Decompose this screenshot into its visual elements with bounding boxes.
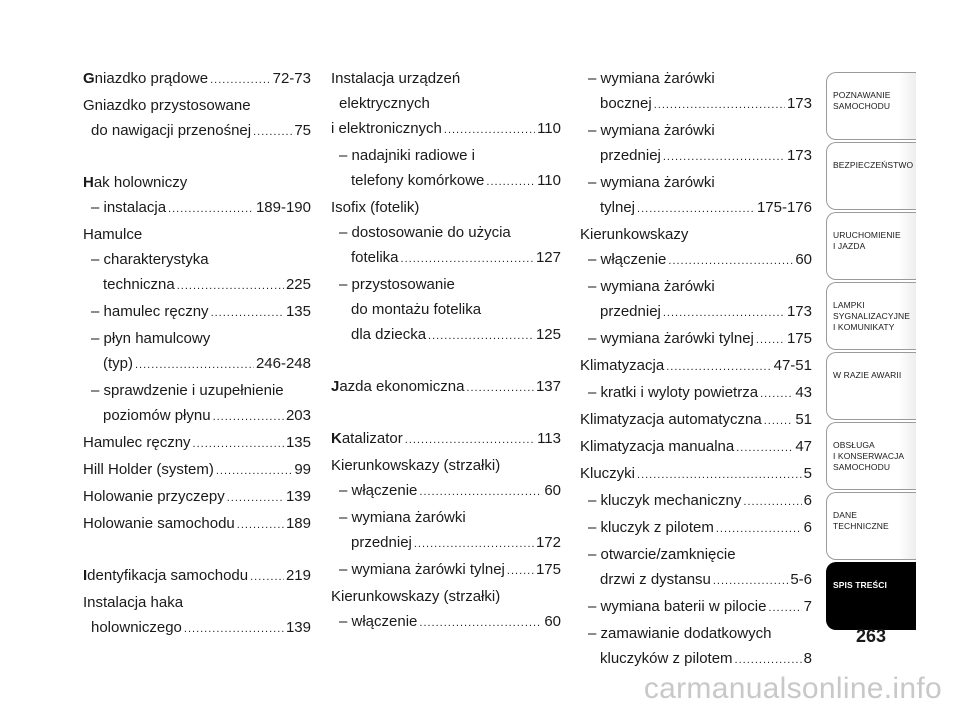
entry-label: do montażu fotelika [351,301,482,318]
dot-leader [743,490,801,515]
page-ref: 60 [795,251,812,268]
page-ref: 219 [285,567,311,584]
entry-text [331,426,403,451]
entry-text [83,511,235,536]
index-heading [83,170,311,195]
page-ref: 246-248 [255,355,311,372]
entry-initial: G [83,70,95,87]
entry-text [600,91,652,116]
index-entry [580,594,812,621]
dot-leader [135,353,254,378]
entry-text [588,174,715,191]
entry-label: bocznej [600,95,652,112]
entry-label: – włączenie [339,482,418,499]
page-ref: 189 [285,515,311,532]
index-column-3 [580,66,812,673]
dot-leader [193,432,284,457]
index-entry [83,66,311,93]
dot-leader [507,559,534,584]
index-entry [580,299,812,326]
chapter-tab-label: URUCHOMIENIE I JAZDA [833,230,901,251]
dot-leader [764,409,794,434]
chapter-tab-label: POZNAWANIE SAMOCHODU [833,90,891,111]
entry-label: – kluczyk z pilotem [588,519,714,536]
index-entry [83,563,311,590]
chapter-tab[interactable] [826,72,916,140]
entry-label: przedniej [600,147,661,164]
chapter-tab[interactable] [826,352,916,420]
index-entry [580,567,812,594]
chapter-tab-label: DANE TECHNICZNE [833,510,889,531]
entry-text [83,66,208,91]
index-entry [580,195,812,222]
index-heading [580,66,812,91]
entry-label: – nadajniki radiowe i [339,147,475,164]
index-heading [331,297,561,322]
dot-leader [253,120,292,145]
index-entry [83,195,311,222]
index-heading [331,453,561,478]
entry-label: kluczyków z pilotem [600,650,733,667]
entry-text [600,299,661,324]
entry-label: tylnej [600,199,636,216]
chapter-tab-label: SPIS TREŚCI [833,580,888,590]
entry-label: – wymiana żarówki tylnej [588,330,754,347]
dot-leader [177,274,284,299]
index-heading [331,195,561,220]
entry-text [351,245,399,270]
entry-text [83,563,248,588]
dot-leader [211,301,284,326]
entry-text [580,461,635,486]
entry-text [331,199,419,216]
entry-initial: J [331,378,340,395]
page-ref: 8 [803,650,812,667]
dot-leader [184,617,284,642]
dot-leader [654,93,785,118]
entry-label: – instalacja [91,199,167,216]
spacer [83,145,311,170]
page-ref: 139 [285,619,311,636]
index-entry [83,299,311,326]
page-ref: 60 [544,613,561,630]
page-ref: 135 [285,434,311,451]
dot-leader [414,532,534,557]
index-entry [580,353,812,380]
index-entry [580,143,812,170]
entry-text [103,272,175,297]
entry-label: – wymiana żarówki [588,122,715,139]
dot-leader [637,463,802,488]
dot-leader [736,436,793,461]
entry-text [339,557,505,582]
entry-label: ak holowniczy [93,174,188,191]
entry-label: (typ) [103,355,133,372]
entry-label: drzwi z dystansu [600,571,711,588]
watermark: carmanualsonline.info [643,672,942,705]
page-ref: 137 [535,378,561,395]
entry-label: – otwarcie/zamknięcie [588,546,736,563]
dot-leader [668,249,793,274]
entry-text [83,174,187,191]
dot-leader [756,328,785,353]
page-ref: 99 [294,461,311,478]
index-heading [83,326,311,351]
dot-leader [428,324,534,349]
page-ref: 127 [535,249,561,266]
index-heading [331,584,561,609]
chapter-tab[interactable] [826,212,916,280]
entry-label: Klimatyzacja automatyczna [580,411,762,428]
entry-text [588,122,715,139]
entry-label: Kierunkowskazy (strzałki) [331,588,501,605]
index-entry [331,322,561,349]
index-entry [580,461,812,488]
index-column-2 [331,66,561,636]
dot-leader [760,382,793,407]
entry-label: Hamulce [83,226,143,243]
entry-text [588,546,736,563]
entry-text [91,299,209,324]
entry-label: holowniczego [91,619,182,636]
index-heading [331,220,561,245]
entry-label: Kierunkowskazy [580,226,689,243]
entry-text [83,97,251,114]
page-ref: 5 [803,465,812,482]
dot-leader [663,145,785,170]
entry-text [91,382,284,399]
index-entry [331,374,561,401]
page-ref: 72-73 [272,70,311,87]
entry-label: – wymiana baterii w pilocie [588,598,767,615]
index-entry [331,426,561,453]
entry-text [339,509,466,526]
page-ref: 125 [535,326,561,343]
entry-label: Klimatyzacja [580,357,665,374]
index-heading [580,274,812,299]
entry-text [588,380,758,405]
page-ref: 47-51 [773,357,812,374]
index-heading [580,222,812,247]
entry-text [588,247,666,272]
index-entry [331,478,561,505]
entry-text [351,168,484,193]
entry-label: przedniej [600,303,661,320]
chapter-tab[interactable] [826,422,916,490]
index-entry [83,430,311,457]
page-ref: 75 [294,122,311,139]
dot-leader [716,517,802,542]
entry-text [83,457,214,482]
dot-leader [216,459,292,484]
chapter-tabs [826,72,916,632]
index-entry [580,488,812,515]
entry-text [331,588,500,605]
entry-label: Gniazdko przystosowane [83,97,251,114]
index-entry [580,434,812,461]
index-entry [83,351,311,378]
entry-label: techniczna [103,276,175,293]
entry-text [91,195,166,220]
index-entry [331,168,561,195]
entry-label: poziomów płynu [103,407,211,424]
spacer [83,538,311,563]
entry-text [83,484,225,509]
index-heading [331,91,561,116]
entry-text [600,567,711,592]
index-heading [83,378,311,403]
dot-leader [237,513,284,538]
index-heading [83,590,311,615]
entry-label: dla dziecka [351,326,427,343]
page-ref: 173 [786,95,812,112]
entry-text [91,251,209,268]
page-ref: 173 [786,303,812,320]
dot-leader [486,170,535,195]
dot-leader [666,355,771,380]
page-ref: 7 [803,598,812,615]
entry-text [103,351,133,376]
entry-label: elektrycznych [339,95,430,112]
chapter-tab[interactable] [826,282,916,350]
page-ref: 175 [535,561,561,578]
index-heading [331,143,561,168]
entry-text [588,326,754,351]
index-heading [83,247,311,272]
index-heading [331,66,561,91]
entry-text [351,530,412,555]
dot-leader [405,428,535,453]
page-ref: 43 [795,384,812,401]
entry-label: Isofix (fotelik) [331,199,420,216]
dot-leader [768,596,801,621]
entry-label: Holowanie przyczepy [83,488,225,505]
index-heading [580,542,812,567]
index-heading [83,222,311,247]
index-entry [580,247,812,274]
chapter-tab[interactable] [826,492,916,560]
chapter-tab-label: OBSŁUGA I KONSERWACJA SAMOCHODU [833,440,905,472]
entry-label: Kierunkowskazy (strzałki) [331,457,501,474]
index-heading [331,272,561,297]
entry-initial: K [331,430,342,447]
entry-label: – hamulec ręczny [91,303,209,320]
entry-label: azda ekonomiczna [339,378,465,395]
entry-label: – zamawianie dodatkowych [588,625,772,642]
entry-label: – wymiana żarówki [588,70,715,87]
entry-label: do nawigacji przenośnej [91,122,252,139]
entry-label: i elektronicznych [331,120,442,137]
dot-leader [419,480,542,505]
index-heading [83,93,311,118]
entry-label: Holowanie samochodu [83,515,235,532]
page-ref: 110 [537,120,561,137]
entry-label: Instalacja urządzeń [331,70,461,87]
entry-label: przedniej [351,534,412,551]
dot-leader [227,486,284,511]
index-entry [331,116,561,143]
page-ref: 51 [795,411,812,428]
dot-leader [419,611,542,636]
entry-text [83,226,142,243]
entry-label: Instalacja haka [83,594,184,611]
entry-label: Hill Holder (system) [83,461,214,478]
entry-text [588,278,715,295]
entry-text [331,70,460,87]
entry-label: – wymiana żarówki [588,278,715,295]
entry-text [588,70,715,87]
entry-text [588,594,766,619]
dot-leader [168,197,254,222]
entry-text [103,403,211,428]
page-ref: 6 [803,519,812,536]
page-ref: 135 [285,303,311,320]
entry-text [331,116,442,141]
chapter-tab-label: W RAZIE AWARII [833,370,902,380]
dot-leader [466,376,534,401]
index-entry [331,245,561,272]
entry-label: – przystosowanie [339,276,455,293]
index-heading [580,170,812,195]
dot-leader [663,301,785,326]
entry-text [588,488,741,513]
page-ref: 6 [803,492,812,509]
spacer [331,349,561,374]
entry-label: – wymiana żarówki [588,174,715,191]
entry-text [351,322,426,347]
chapter-tab-label: LAMPKI SYGNALIZACYJNE I KOMUNIKATY [833,300,910,332]
index-entry [580,91,812,118]
entry-text [331,374,464,399]
entry-label: Klimatyzacja manualna [580,438,735,455]
entry-initial: H [83,174,94,191]
page-ref: 173 [786,147,812,164]
index-entry [83,615,311,642]
index-column-1 [83,66,311,642]
entry-text [83,430,191,455]
entry-text [580,407,762,432]
entry-label: Kluczyki [580,465,636,482]
entry-text [339,609,417,634]
index-entry [580,646,812,673]
entry-text [588,515,714,540]
dot-leader [401,247,534,272]
entry-text [339,276,455,293]
entry-text [580,434,734,459]
dot-leader [444,118,535,143]
entry-label: dentyfikacja samochodu [87,567,249,584]
dot-leader [210,68,271,93]
dot-leader [250,565,284,590]
page-ref: 5-6 [790,571,812,588]
entry-text [339,478,417,503]
index-heading [580,118,812,143]
entry-text [83,594,183,611]
index-entry [83,118,311,145]
entry-label: – kluczyk mechaniczny [588,492,742,509]
page-ref: 172 [535,534,561,551]
entry-label: – sprawdzenie i uzupełnienie [91,382,284,399]
dot-leader [213,405,284,430]
index-entry [83,511,311,538]
index-entry [331,609,561,636]
page-ref: 60 [544,482,561,499]
page-ref: 110 [537,172,561,189]
entry-text [588,625,771,642]
entry-label: – charakterystyka [91,251,209,268]
index-entry [580,326,812,353]
index-entry [83,484,311,511]
index-entry [580,380,812,407]
entry-label: fotelika [351,249,399,266]
entry-label: Hamulec ręczny [83,434,191,451]
entry-label: – wymiana żarówki tylnej [339,561,505,578]
entry-text [339,224,511,241]
index-entry [331,557,561,584]
chapter-tab[interactable] [826,562,916,630]
page-number: 263 [855,626,887,646]
dot-leader [713,569,788,594]
index-entry [83,457,311,484]
entry-label: – kratki i wyloty powietrza [588,384,759,401]
dot-leader [735,648,802,673]
index-entry [83,403,311,430]
entry-text [339,147,475,164]
entry-text [580,226,688,243]
entry-label: – włączenie [339,613,418,630]
spacer [331,401,561,426]
chapter-tab-label: BEZPIECZEŃSTWO [833,160,914,170]
index-entry [580,515,812,542]
entry-label: niazdko prądowe [94,70,209,87]
entry-text [600,646,733,671]
chapter-tab[interactable] [826,142,916,210]
page-ref: 139 [285,488,311,505]
index-heading [331,505,561,530]
page-ref: 225 [285,276,311,293]
entry-label: atalizator [341,430,403,447]
index-entry [331,530,561,557]
index-entry [83,272,311,299]
page-ref: 175-176 [756,199,812,216]
entry-label: – dostosowanie do użycia [339,224,511,241]
entry-text [600,143,661,168]
entry-text [91,615,182,640]
page-ref: 203 [285,407,311,424]
page-ref: 175 [786,330,812,347]
entry-text [580,353,664,378]
index-entry [580,407,812,434]
entry-label: – wymiana żarówki [339,509,466,526]
entry-label: – włączenie [588,251,667,268]
entry-text [339,95,430,112]
entry-text [351,301,481,318]
page-ref: 113 [537,430,561,447]
dot-leader [637,197,755,222]
entry-label: telefony komórkowe [351,172,485,189]
page-ref: 47 [795,438,812,455]
entry-initial: I [83,567,88,584]
entry-text [91,330,210,347]
entry-label: – płyn hamulcowy [91,330,211,347]
index-heading [580,621,812,646]
entry-text [331,457,500,474]
page-ref: 189-190 [255,199,311,216]
entry-text [91,118,251,143]
entry-text [600,195,635,220]
